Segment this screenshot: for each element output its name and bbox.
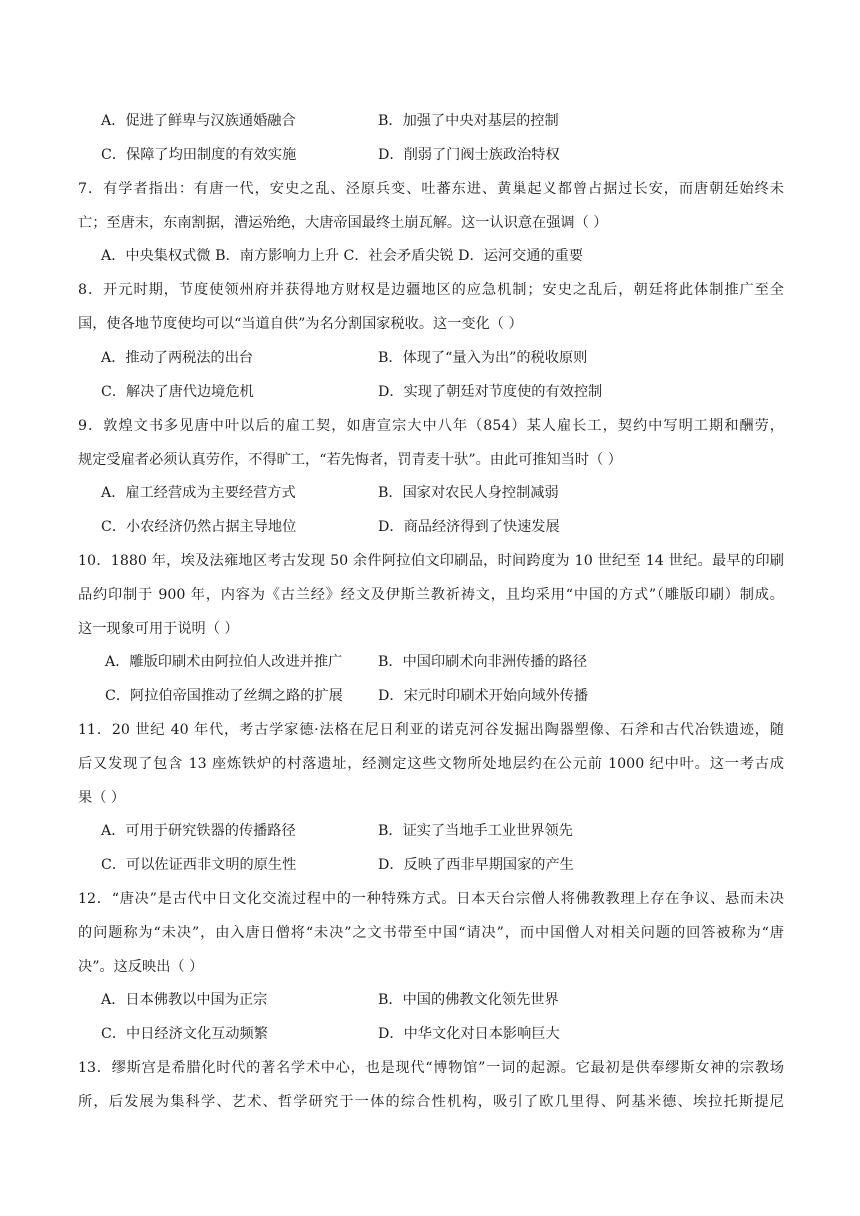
q11-stem-line-1: 11．20 世纪 40 年代，考古学家德·法格在尼日利亚的诺克河谷发掘出陶器塑像、石斧和古代冶铁遗迹，随 xyxy=(78,722,784,738)
q11-option-d[interactable]: D．反映了西非早期国家的产生 xyxy=(378,857,574,873)
q9-stem-line-2: 规定受雇者必须认真劳作，不得旷工，“若先悔者，罚青麦十驮”。由此可推知当时（ ） xyxy=(78,452,622,468)
q12-option-c[interactable]: C．中日经济文化互动频繁 xyxy=(101,1026,268,1042)
q8-stem-line-1: 8．开元时期，节度使领州府并获得地方财权是边疆地区的应急机制；安史之乱后，朝廷将此体制推广至全 xyxy=(78,282,784,298)
q9-option-a[interactable]: A．雇工经营成为主要经营方式 xyxy=(101,485,296,501)
q8-option-a[interactable]: A．推动了两税法的出台 xyxy=(101,350,254,366)
q11-option-a[interactable]: A．可用于研究铁器的传播路径 xyxy=(101,823,296,839)
q13-stem-line-2: 所，后发展为集科学、艺术、哲学研究于一体的综合性机构，吸引了欧几里得、阿基米德、埃拉托斯提尼 xyxy=(78,1094,784,1110)
q12-option-a[interactable]: A．日本佛教以中国为正宗 xyxy=(101,992,268,1008)
q6-option-d[interactable]: D．削弱了门阀士族政治特权 xyxy=(378,147,560,163)
q12-stem-line-3: 决”。这反映出（ ） xyxy=(78,959,204,975)
q6-option-b[interactable]: B．加强了中央对基层的控制 xyxy=(378,113,559,129)
q8-option-d[interactable]: D．实现了朝廷对节度使的有效控制 xyxy=(378,384,603,400)
q10-option-b[interactable]: B．中国印刷术向非洲传播的路径 xyxy=(378,654,588,670)
q10-stem-line-1: 10．1880 年，埃及法雍地区考古发现 50 余件阿拉伯文印刷品，时间跨度为 10 世纪至 14 世纪。最早的印刷 xyxy=(78,553,784,569)
q10-option-a[interactable]: A．雕版印刷术由阿拉伯人改进并推广 xyxy=(105,654,343,670)
q13-stem-line-1: 13．缪斯宫是希腊化时代的著名学术中心，也是现代“博物馆”一词的起源。它最初是供奉缪斯女神的宗教场 xyxy=(78,1060,784,1076)
q12-option-d[interactable]: D．中华文化对日本影响巨大 xyxy=(378,1026,560,1042)
q12-stem-line-1: 12．“唐决”是古代中日文化交流过程中的一种特殊方式。日本天台宗僧人将佛教教理上存在争议、悬而未决 xyxy=(78,891,784,907)
q12-stem-line-2: 的问题称为“未决”，由入唐日僧将“未决”之文书带至中国“请决”，而中国僧人对相关问题的回答被称为“唐 xyxy=(78,925,784,941)
q10-stem-line-3: 这一现象可用于说明（ ） xyxy=(78,621,239,637)
q9-option-c[interactable]: C．小农经济仍然占据主导地位 xyxy=(101,519,297,535)
q10-stem-line-2: 品约印制于 900 年，内容为《古兰经》经文及伊斯兰教祈祷文，且均采用“中国的方式”（雕版印刷）制成。 xyxy=(78,587,784,603)
q7-stem-line-2: 亡；至唐末，东南割据，漕运殆绝，大唐帝国最终土崩瓦解。这一认识意在强调（ ） xyxy=(78,215,608,231)
q9-option-b[interactable]: B．国家对农民人身控制减弱 xyxy=(378,485,559,501)
q7-options[interactable]: A．中央集权式微 B．南方影响力上升 C．社会矛盾尖锐 D．运河交通的重要 xyxy=(101,248,584,264)
q11-option-b[interactable]: B．证实了当地手工业世界领先 xyxy=(378,823,573,839)
q6-option-a[interactable]: A．促进了鲜卑与汉族通婚融合 xyxy=(101,113,296,129)
q10-option-c[interactable]: C．阿拉伯帝国推动了丝绸之路的扩展 xyxy=(105,688,343,704)
q7-stem-line-1: 7．有学者指出：有唐一代，安史之乱、泾原兵变、吐蕃东进、黄巢起义都曾占据过长安，而唐朝廷始终未 xyxy=(78,181,784,197)
q11-stem-line-3: 果（ ） xyxy=(78,790,126,806)
q6-option-c[interactable]: C．保障了均田制度的有效实施 xyxy=(101,147,297,163)
q8-option-c[interactable]: C．解决了唐代边境危机 xyxy=(101,384,254,400)
q8-stem-line-2: 国，使各地节度使均可以“当道自供”为名分割国家税收。这一变化（ ） xyxy=(78,316,523,332)
q11-option-c[interactable]: C．可以佐证西非文明的原生性 xyxy=(101,857,297,873)
q9-stem-line-1: 9．敦煌文书多见唐中叶以后的雇工契，如唐宣宗大中八年（854）某人雇长工，契约中写明工期和酬劳， xyxy=(78,418,784,434)
q10-option-d[interactable]: D．宋元时印刷术开始向域外传播 xyxy=(378,688,589,704)
q9-option-d[interactable]: D．商品经济得到了快速发展 xyxy=(378,519,560,535)
q8-option-b[interactable]: B．体现了“量入为出”的税收原则 xyxy=(378,350,588,366)
q12-option-b[interactable]: B．中国的佛教文化领先世界 xyxy=(378,992,559,1008)
q11-stem-line-2: 后又发现了包含 13 座炼铁炉的村落遗址，经测定这些文物所处地层约在公元前 1000 纪中叶。这一考古成 xyxy=(78,756,784,772)
